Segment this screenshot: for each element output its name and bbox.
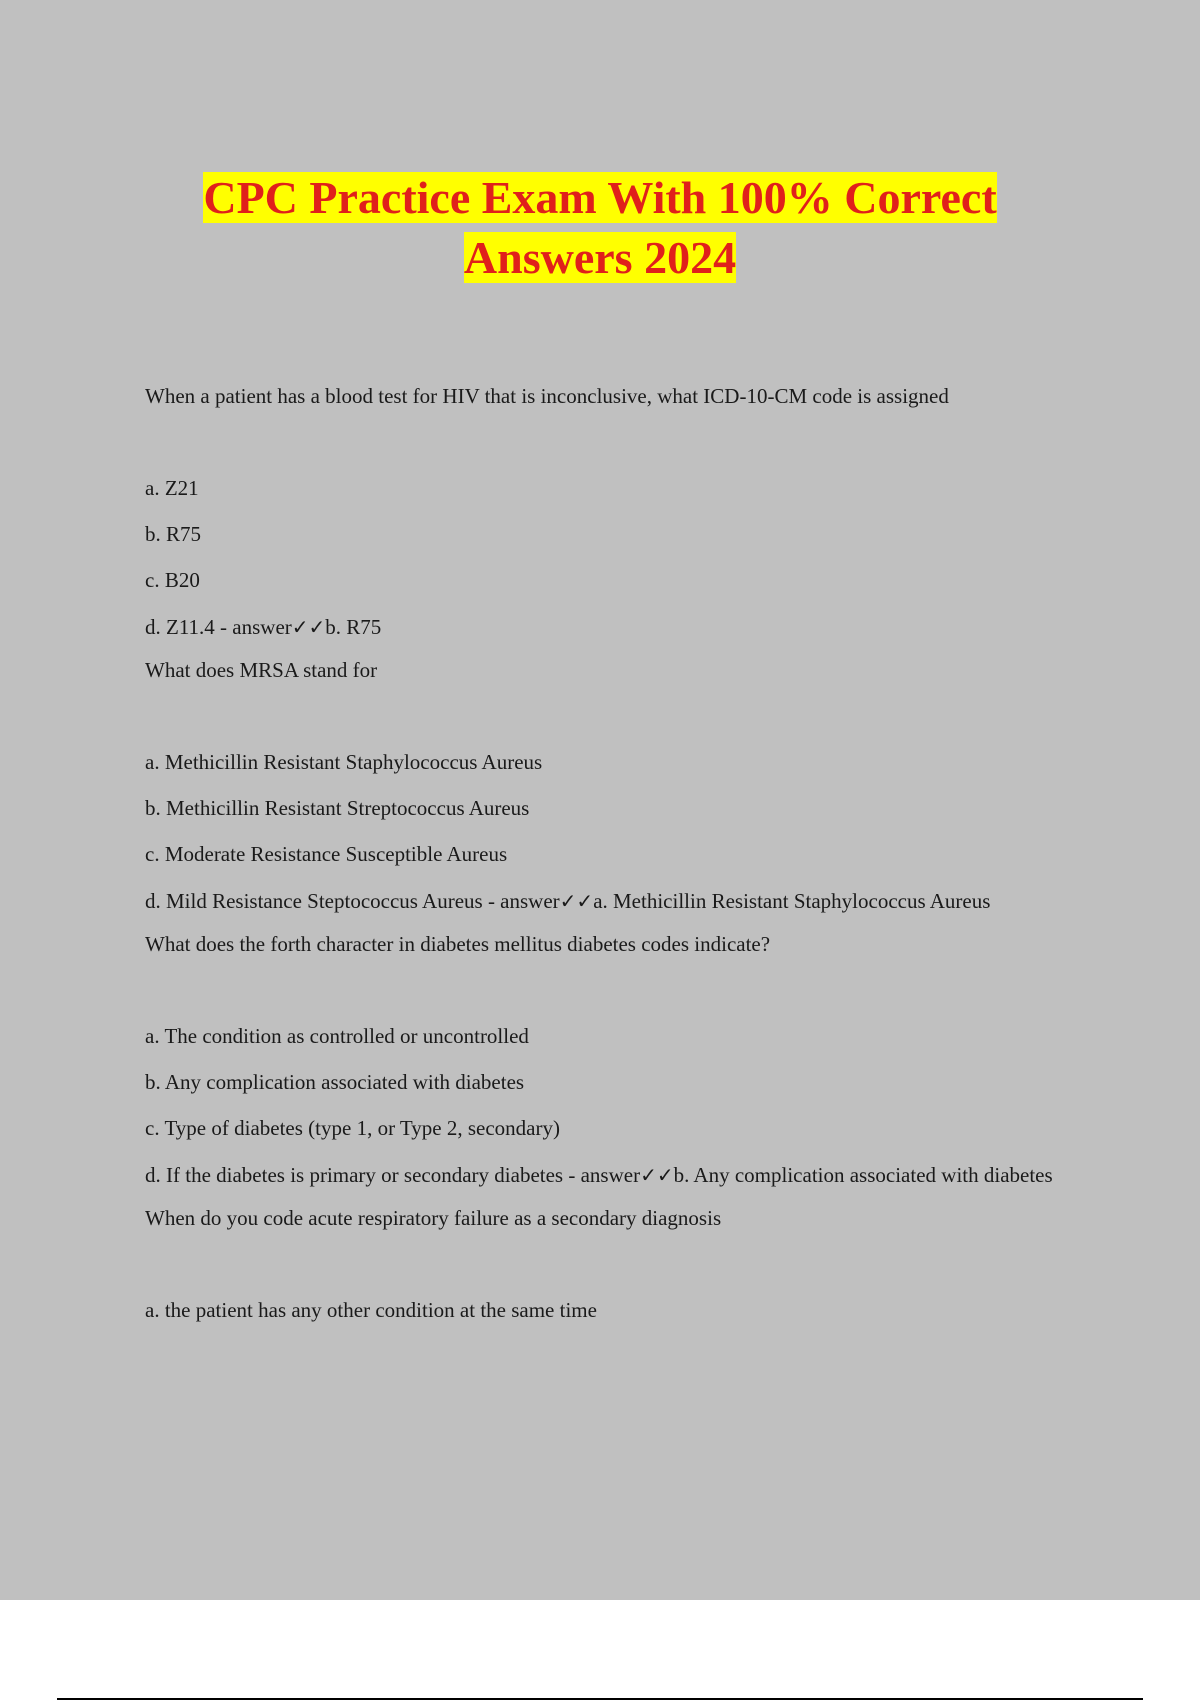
correct-answer: a. Methicillin Resistant Staphylococcus Aureus	[593, 889, 991, 913]
answer-option-with-answer	[145, 612, 1080, 642]
correct-answer: b. Any complication associated with diabetes	[673, 1163, 1053, 1187]
title-line-2: Answers 2024	[463, 232, 737, 283]
question-text: When a patient has a blood test for HIV that is inconclusive, what ICD-10-CM code is assigned	[145, 384, 949, 408]
title-line-1: CPC Practice Exam With 100% Correct	[203, 172, 997, 223]
question-text: When do you code acute respiratory failure as a secondary diagnosis	[145, 1206, 722, 1230]
answer-option: b. Methicillin Resistant Streptococcus Aureus	[145, 796, 530, 820]
answer-option: a. The condition as controlled or uncontrolled	[145, 1024, 529, 1048]
answer-option: c. B20	[145, 568, 200, 592]
answer-option: a. the patient has any other condition at the same time	[145, 1298, 597, 1322]
double-check-icon: ✓✓	[640, 1163, 674, 1187]
answer-option-label: d. If the diabetes is primary or secondary diabetes - answer	[145, 1163, 641, 1187]
document-body	[145, 381, 1080, 1325]
answer-option-label: d. Z11.4 - answer	[145, 615, 292, 639]
question-text: What does the forth character in diabetes mellitus diabetes codes indicate?	[145, 932, 771, 956]
answer-option: b. R75	[145, 522, 202, 546]
answer-option: c. Moderate Resistance Susceptible Aureus	[145, 842, 508, 866]
document-title	[0, 168, 1200, 288]
question-text: What does MRSA stand for	[145, 658, 378, 682]
answer-option: a. Methicillin Resistant Staphylococcus Aureus	[145, 750, 543, 774]
double-check-icon: ✓✓	[559, 889, 594, 913]
answer-option: c. Type of diabetes (type 1, or Type 2, secondary)	[145, 1116, 560, 1140]
correct-answer: b. R75	[325, 615, 382, 639]
answer-option: a. Z21	[145, 476, 199, 500]
answer-option-with-answer	[145, 886, 1080, 916]
answer-option: b. Any complication associated with diabetes	[145, 1070, 525, 1094]
double-check-icon: ✓✓	[291, 615, 326, 639]
answer-option-with-answer	[145, 1160, 1080, 1190]
answer-option-label: d. Mild Resistance Steptococcus Aureus - answer	[145, 889, 560, 913]
